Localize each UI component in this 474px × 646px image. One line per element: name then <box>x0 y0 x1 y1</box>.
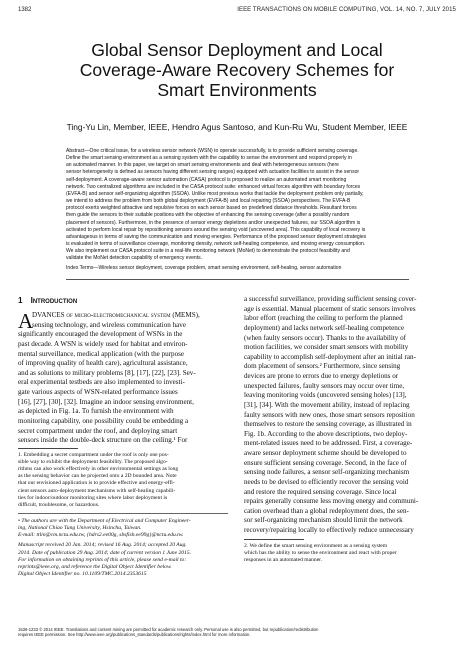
body-line: as depicted in Fig. 1a. To furnish the environment with <box>18 407 174 416</box>
body-line: secret compartment under the roof, and deploying smart <box>18 426 178 435</box>
body-line: dom placement of sensors.² Furthermore, since sensing <box>244 362 401 371</box>
paper-title <box>20 40 454 100</box>
abstract-line: (EVFA-B) and sensor self-organizing algorithm (SSOA). Unlike most previous works that tackle the deployment problem only partially, <box>66 190 364 197</box>
doi-line: Digital Object Identifier no. 10.1109/TMC.2014.2353615 <box>18 571 147 578</box>
abstract-line: Define the smart sensing environment as a sensing system with the capability to sense the environment and respond properly in <box>66 155 352 162</box>
body-line: aware sensor deployment scheme should be developed to <box>244 449 407 457</box>
title-line: Smart Environments <box>157 80 317 100</box>
body-line: eral experimental testbeds are also implemented to investi- <box>18 378 185 387</box>
copyright-notice <box>18 627 458 638</box>
body-line: Fig. 1b. According to the above descriptions, two deploy- <box>244 429 408 438</box>
body-line: faulty sensors with new ones, those smart sensors reposition <box>244 410 415 419</box>
abstract-line: network. Two centralized algorithms are included in the CASA protocol suite: enhanced virtual forces algorithm with boundary forces <box>66 183 361 190</box>
author-affiliations <box>18 518 228 539</box>
body-line: ensure sufficient sensing coverage. Second, in the face of <box>244 458 407 467</box>
body-line: labor effort (reaching the ceiling to perform the planned <box>244 314 403 323</box>
section-number: 1 <box>18 296 23 305</box>
body-line: sensing node failures, a sensor self-organizing mechanism <box>244 468 410 477</box>
body-line: past decade. A WSN is widely used for habitat and environ- <box>18 339 188 348</box>
body-line: sor self-organizing mechanism should limit the network <box>244 516 403 525</box>
footnote-line: difficult, troublesome, or hazardous. <box>18 501 100 508</box>
manuscript-info <box>18 542 228 578</box>
manuscript-line: reprints@ieee.org, and reference the Digital Object Identifier below. <box>18 563 172 570</box>
affiliation-line: E-mail: ttlin@cm.nctu.edu.tw, {hdrs2.ee00g, sbsfish.ee99g}@nctu.edu.tw. <box>18 532 184 539</box>
intro-paragraph <box>18 311 228 446</box>
abstract-line: activated to perform local repair by repositioning sensors around the sensing void (uncovered area). This capability of local recovery is <box>66 226 366 233</box>
body-line: [16], [27], [30], [32]. Imagine an indoor sensing environment, <box>18 397 194 406</box>
abstract-line: validate the MoNet detection capability of emergency events. <box>66 255 203 262</box>
body-line: capability to accomplish self-deployment after an initial ran- <box>244 352 416 361</box>
footnote-line: rithms can also work effectively in other environmental settings as long <box>18 466 179 473</box>
abstract <box>66 148 409 263</box>
footnote-line: as the sensing behavior can be projected onto a 2D bounded area. Note <box>18 473 177 480</box>
body-line: DVANCES of micro-electromechanical system (MEMS), <box>32 311 200 319</box>
body-line: monitoring capability, one possibility could be embedding a <box>18 416 189 425</box>
body-line: recovery/repairing locally to effectively reduce unnecessary <box>244 526 414 534</box>
journal-citation: IEEE TRANSACTIONS ON MOBILE COMPUTING, VOL. 14, NO. 7, JULY 2015 <box>237 7 456 13</box>
abstract-line: is evaluated in terms of surveillance coverage, monitoring density, network self-healing competence, and moving energy consumption. <box>66 241 366 248</box>
affiliation-line: ing, National Chiao Tung University, Hsinchu, Taiwan. <box>18 525 142 532</box>
affiliation-line: • The authors are with the Department of Electrical and Computer Engineer- <box>18 518 191 524</box>
abstract-line: We also implement our CASA protocol suite in a real-life monitoring network (MoNet) to demonstrate the protocol feasibility and <box>66 248 350 255</box>
right-column <box>244 295 456 564</box>
body-line: age is essential. Manual placement of static sensors involves <box>244 304 416 313</box>
footnote-divider <box>244 539 304 540</box>
body-line: motion facilities, we consider smart sensors with mobility <box>244 343 409 352</box>
abstract-line: an automated manner. In this paper, we target on smart sensing environments and deal with heterogeneous sensors (here <box>66 162 339 169</box>
footnote-line: that our envisioned application is to provide effective and energy-effi- <box>18 480 175 487</box>
body-line: ment-related issues need to be addressed. First, a coverage- <box>244 439 413 448</box>
abstract-line: we intend to address the problem from both global deployment (EVFA-B) and local repairing (SSOA) perspectives. The EVFA-B <box>66 198 351 205</box>
title-line: Coverage-Aware Recovery Schemes for <box>79 60 395 80</box>
footnote-divider <box>18 448 78 449</box>
body-line: and restore the required sensing coverage. Since local <box>244 487 397 496</box>
author-list: Ting-Yu Lin, Member, IEEE, Hendro Agus Santoso, and Kun-Ru Wu, Student Member, IEEE <box>66 122 408 132</box>
footnote-1 <box>18 452 228 509</box>
abstract-line: Abstract—One critical issue, for a wireless sensor network (WSN) to operate successfully, is to provide sufficient sensing coverage. <box>66 148 359 154</box>
title-line: Global Sensor Deployment and Local <box>91 40 383 60</box>
footnote-line: ties for indoor/outdoor monitoring sites where labor deployment is <box>18 494 168 501</box>
body-line: [31], [34]. With the movement ability, instead of replacing <box>244 400 410 409</box>
abstract-line: protocol exerts weighted attractive and repulsive forces on each sensor based on predefined distance thresholds. Resultant forces <box>66 205 357 212</box>
footnote-line: sible way to exhibit the deployment feasibility. The proposed algo- <box>18 458 168 465</box>
body-line: a successful surveillance, providing sufficient sensing cover- <box>244 295 417 303</box>
copyright-line: requires IEEE permission. See http://www.ieee.org/publications_standards/publications/rights/index.html for more information. <box>18 632 251 638</box>
body-line: significantly encouraged the development of WSNs in the <box>18 330 183 339</box>
body-line: repairs generally consume less moving energy and communi- <box>244 497 419 506</box>
body-line: deployment) and lacks network self-healing competence <box>244 323 405 332</box>
manuscript-line: For information on obtaining reprints of this article, please send e-mail to: <box>18 556 187 563</box>
body-line: devices are prone to errors due to energy depletions or <box>244 372 399 380</box>
footnote-line: which has the ability to sense the environment and react with proper <box>244 549 397 556</box>
abstract-line: then guide the sensors to their suitable positions with the objective of enhancing the sensing coverage (after a possibly random <box>66 212 350 219</box>
copyright-line: 1536-1233 © 2014 IEEE. Translations and content mining are permitted for academic research only. Personal use is also permitted, but republication/redistribution <box>18 627 319 632</box>
body-line: (when faulty sensors occur). Thanks to the availability of <box>244 333 406 342</box>
abstract-line: sensor heterogeneity is defined as sensors having different sensing ranges) equipped with actuation facilities to assist in the sensor <box>66 169 360 176</box>
abstract-line: placement of sensors). Furthermore, in the presence of sensor energy depletions and/or unexpected failures, our SSOA algorithm is <box>66 219 361 226</box>
body-line: needs to be devised to efficiently recover the sensing void <box>244 477 409 486</box>
abstract-line: self-deployment. A coverage-aware sensor automation (CASA) protocol is proposed to realize an automated smart monitoring <box>66 176 347 183</box>
footnote-line: responses in an automated manner. <box>244 556 323 563</box>
section-heading <box>18 295 228 307</box>
body-line: leaving monitoring voids (uncovered sensing holes) [13], <box>244 391 407 400</box>
footnote-line: 2. We define the smart sensing environment as a sensing system <box>244 542 388 549</box>
left-column <box>18 295 228 578</box>
body-line: mental surveillance, medical application (with the purpose <box>18 349 185 358</box>
body-line: and as solutions to military problems [8], [17], [22], [23]. Sev- <box>18 368 196 377</box>
drop-cap: A <box>18 309 34 333</box>
manuscript-line: Manuscript received 20 Jan. 2014; revised 16 Aug. 2014; accepted 20 Aug. <box>18 542 187 549</box>
body-line: sensing technology, and wireless communication have <box>32 320 186 329</box>
section-title: Introduction <box>30 296 78 305</box>
body-line: sensors inside the double-deck structure on the ceiling.¹ For <box>18 436 188 445</box>
body-line: gate various aspects of WSN-related performance issues <box>18 388 178 396</box>
body-line: unexpected failures, faulty sensors may occur over time, <box>244 381 405 390</box>
footnote-line: cient sensors auto-deployment mechanisms with self-healing capabili- <box>18 487 176 494</box>
manuscript-line: 2014. Date of publication 29 Aug. 2014; date of current version 1 June 2015. <box>18 549 192 556</box>
running-header <box>18 7 456 17</box>
body-line: of improving quality of health care), agricultural assistance, <box>18 359 188 368</box>
footnote-line: 1. Embedding a secret compartment under the roof is only one pos- <box>18 451 169 458</box>
footnote-2 <box>244 543 456 564</box>
affiliation-divider <box>18 513 228 514</box>
body-line: cation overhead than a global redeployment does, the sen- <box>244 506 409 515</box>
index-terms: Index Terms—Wireless sensor deployment, coverage problem, smart sensing environment, self-healing, sensor automation <box>66 265 342 271</box>
page-number: 1382 <box>18 7 32 13</box>
abstract-divider <box>66 279 409 280</box>
body-line: themselves to restore the sensing coverage, as illustrated in <box>244 420 412 429</box>
abstract-line: advantageous in terms of saving the communication and moving energies. Performance of the proposed sensor deployment strategies <box>66 233 367 240</box>
